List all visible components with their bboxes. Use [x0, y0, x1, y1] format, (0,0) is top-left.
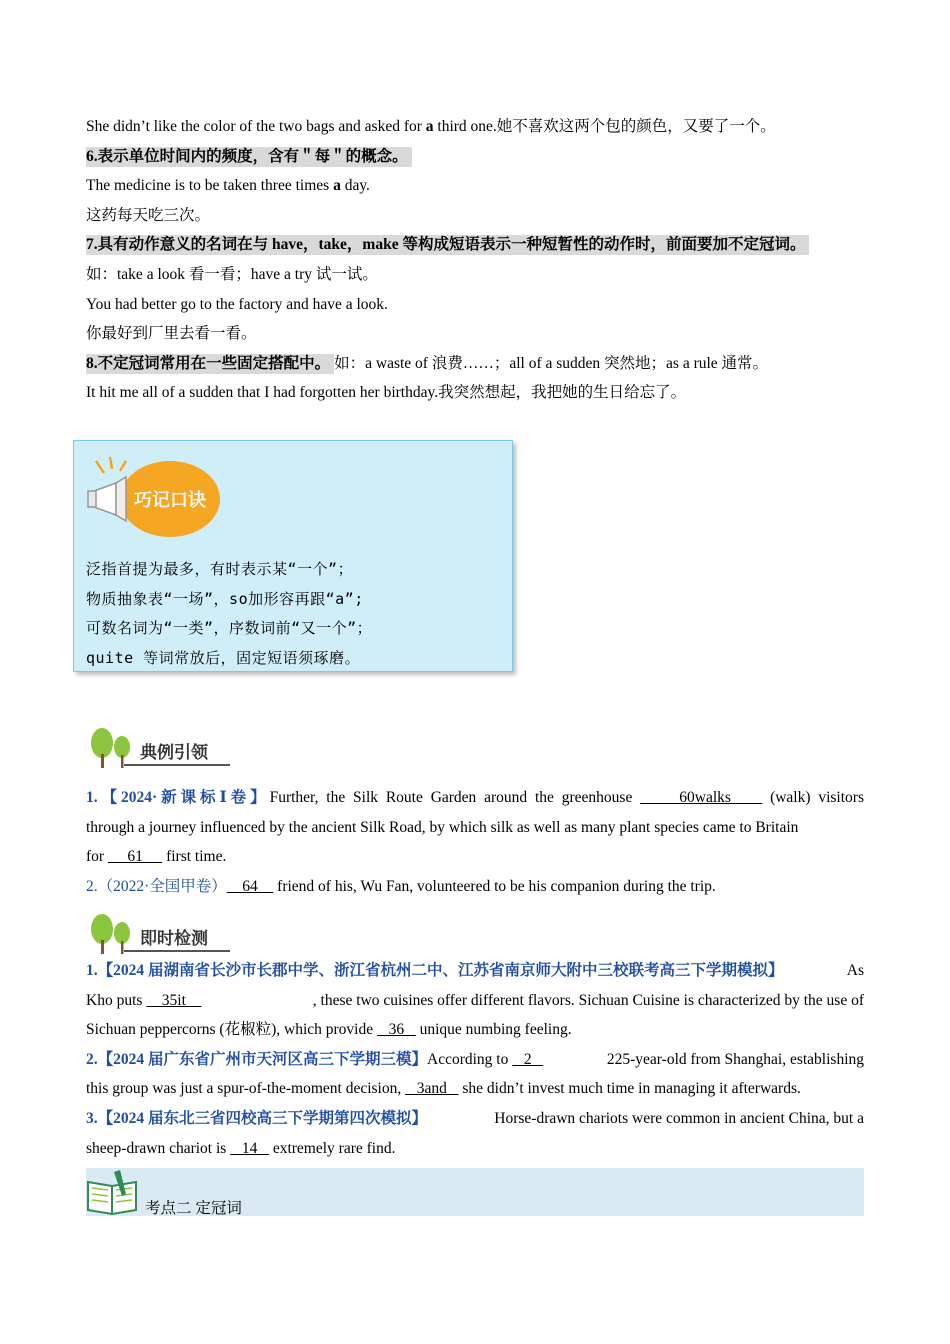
- text: According to: [427, 1050, 513, 1068]
- text: Horse-drawn chariots were common in ancient China, but a: [494, 1109, 864, 1127]
- sound-lines: [96, 457, 126, 473]
- badge-label: 巧记口诀: [134, 490, 206, 511]
- text: 如：a waste of 浪费……；all of a sudden 突然地；as a rule 通常。: [334, 354, 769, 372]
- example-sentence: You had better go to the factory and have a look.: [86, 295, 388, 313]
- answer-blank: 3and: [405, 1080, 459, 1098]
- text: for: [86, 848, 108, 866]
- text: friend of his, Wu Fan, volunteered to be his companion during the trip.: [273, 877, 716, 895]
- text: she didn’t invest much time in managing it afterwards.: [458, 1080, 801, 1098]
- example-1: [86, 783, 864, 901]
- rhyme-lines: [86, 555, 372, 673]
- question-source: 【2024·新课标Ⅰ卷】: [97, 789, 270, 806]
- question-source: 2.【2024 届广东省广州市天河区高三下学期三模】: [86, 1050, 428, 1068]
- answer-blank: 61: [107, 848, 163, 866]
- answer-blank: 60walks: [640, 789, 763, 806]
- answer-blank: 2: [512, 1050, 544, 1068]
- text: Kho puts: [86, 991, 147, 1009]
- rhyme-line: 物质抽象表“一场”，so加形容再跟“a”;: [86, 589, 364, 608]
- answer-blank: 64: [226, 877, 274, 895]
- text: first time.: [162, 848, 227, 866]
- book-pencil-icon: [86, 1168, 142, 1216]
- example-sentence: It hit me all of a sudden that I had forgotten her birthday.我突然想起，我把她的生日给忘了。: [86, 384, 687, 402]
- text: 225-year-old from Shanghai, establishing: [606, 1050, 864, 1068]
- example-sentence: [86, 112, 864, 142]
- rule-heading-6: 6.表示单位时间内的频度，含有＂每＂的概念。: [86, 147, 412, 167]
- text: third one.她不喜欢这两个包的颜色，又要了一个。: [433, 118, 776, 135]
- rule-heading-8: 8.不定冠词常用在一些固定搭配中。: [86, 354, 334, 374]
- example-phrases: 如：take a look 看一看；have a try 试一试。: [86, 265, 378, 283]
- divider: [124, 764, 230, 766]
- rhyme-line: quite 等词常放后，固定短语须琢磨。: [86, 648, 361, 667]
- article-bold: a: [333, 177, 341, 195]
- example-sentence: [86, 171, 864, 201]
- grammar-notes: [86, 112, 864, 408]
- section-header-practice: [86, 912, 246, 956]
- text: As: [846, 962, 864, 979]
- divider: [124, 950, 230, 952]
- answer-blank: 36: [376, 1021, 416, 1039]
- answer-blank: 35it: [146, 991, 202, 1009]
- translation: 这药每天吃三次。: [86, 206, 211, 224]
- question-source: 3.【2024 届东北三省四校高三下学期第四次模拟】: [86, 1109, 428, 1127]
- text: unique numbing feeling.: [415, 1021, 572, 1039]
- text: (walk) visitors: [762, 789, 864, 806]
- text: Sichuan peppercorns (花椒粒), which provide: [86, 1021, 377, 1039]
- text: Further, the Silk Route Garden around the greenhouse: [269, 789, 641, 806]
- text: this group was just a spur-of-the-moment decision,: [86, 1080, 406, 1098]
- example-2: [86, 872, 864, 902]
- text: extremely rare find.: [268, 1139, 396, 1157]
- rule-line-8: [86, 349, 864, 379]
- section-header-examples: [86, 726, 246, 770]
- topic-label: 考点二 定冠词: [145, 1200, 242, 1217]
- answer-blank: 14: [230, 1139, 269, 1157]
- question-source: 2.（2022·全国甲卷）: [86, 877, 227, 895]
- practice-items: [86, 956, 864, 1163]
- text: She didn’t like the color of the two bags and asked for: [86, 118, 426, 135]
- text: The medicine is to be taken three times: [86, 177, 334, 195]
- text: sheep-drawn chariot is: [86, 1139, 231, 1157]
- topic-bar: [86, 1168, 864, 1216]
- megaphone-badge: [86, 453, 226, 545]
- rule-heading-7: 7.具有动作意义的名词在与 have，take，make 等构成短语表示一种短暂性的动作时，前面要加不定冠词。: [86, 235, 809, 255]
- text: day.: [340, 177, 370, 195]
- rhyme-line: 可数名词为“一类”，序数词前“又一个”；: [86, 619, 373, 638]
- question-source: 1.【2024 届湖南省长沙市长郡中学、浙江省杭州二中、江苏省南京师大附中三校联考高三下学期模拟】: [86, 962, 784, 979]
- translation: 你最好到厂里去看一看。: [86, 325, 257, 343]
- section-title: 即时检测: [140, 929, 208, 949]
- megaphone-icon: [88, 477, 126, 521]
- section-title: 典例引领: [140, 743, 208, 763]
- memory-tip-box: [73, 440, 513, 672]
- question-number: 1.: [86, 789, 98, 806]
- text-line: through a journey influenced by the ancient Silk Road, by which silk as well as many plant species came to Britain: [86, 818, 799, 836]
- article-bold: a: [425, 118, 434, 135]
- text: , these two cuisines offer different flavors. Sichuan Cuisine is characterized by the use of: [312, 991, 864, 1009]
- rhyme-line: 泛指首提为最多，有时表示某“一个”；: [86, 560, 354, 578]
